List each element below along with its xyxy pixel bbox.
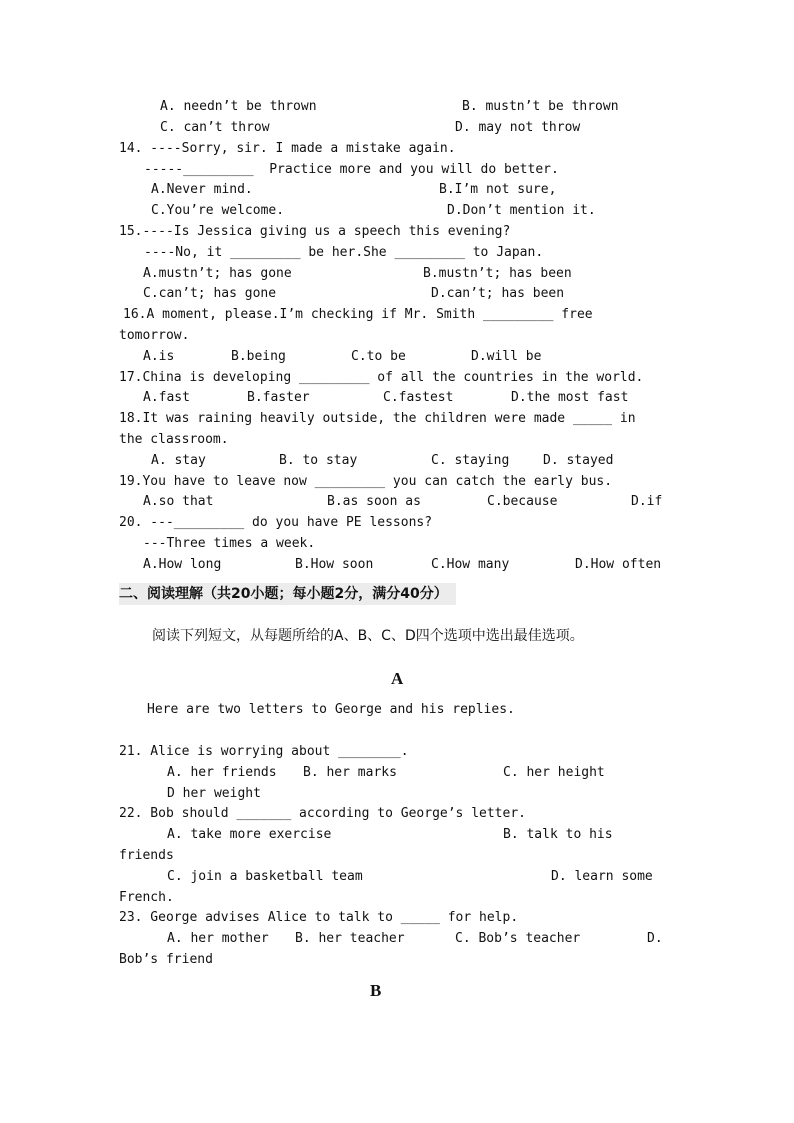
q21-option-d: D her weight [167, 786, 261, 801]
q21-option-b: B. her marks [303, 765, 397, 780]
q16-option-a: A.is [143, 349, 175, 364]
q22-option-b: B. talk to his [503, 827, 613, 842]
q19-stem: 19.You have to leave now _________ you can catch the early bus. [119, 474, 613, 489]
q19-option-b: B.as soon as [327, 494, 421, 509]
q13-option-a: A. needn’t be thrown [160, 99, 317, 114]
q18-stem: 18.It was raining heavily outside, the children were made _____ in [119, 411, 636, 426]
q18-option-d: D. stayed [543, 453, 614, 468]
q18-stem-continued: the classroom. [119, 432, 229, 447]
q20-stem: 20. ---_________ do you have PE lessons? [119, 515, 433, 530]
q23-option-d-continued: Bob’s friend [119, 952, 213, 967]
q22-option-d: D. learn some [551, 869, 653, 884]
q15-reply: ----No, it _________ be her.She _________ to Japan. [144, 245, 544, 260]
passage-a-intro: Here are two letters to George and his replies. [147, 702, 515, 717]
q20-option-a: A.How long [143, 557, 222, 572]
q14-reply: -----_________ Practice more and you will do better. [144, 162, 559, 177]
q13-option-c: C. can’t throw [160, 120, 270, 135]
q16-stem: 16.A moment, please.I’m checking if Mr. Smith _________ free [123, 307, 593, 322]
q16-stem-continued: tomorrow. [119, 328, 190, 343]
q17-option-b: B.faster [247, 390, 310, 405]
q23-option-a: A. her mother [167, 931, 269, 946]
q20-option-c: C.How many [431, 557, 510, 572]
q22-option-d-continued: French. [119, 890, 174, 905]
q19-option-c: C.because [487, 494, 558, 509]
q14-option-d: D.Don’t mention it. [447, 203, 596, 218]
q23-option-d: D. [647, 931, 663, 946]
q17-option-c: C.fastest [383, 390, 454, 405]
q19-option-d: D.if [631, 494, 663, 509]
q14-stem: 14. ----Sorry, sir. I made a mistake again. [119, 141, 456, 156]
q22-stem: 22. Bob should _______ according to George’s letter. [119, 806, 526, 821]
q23-option-b: B. her teacher [295, 931, 405, 946]
q21-option-c: C. her height [503, 765, 605, 780]
q17-stem: 17.China is developing _________ of all the countries in the world. [119, 370, 644, 385]
q17-option-a: A.fast [143, 390, 190, 405]
q16-option-c: C.to be [351, 349, 406, 364]
q20-reply: ---Three times a week. [143, 536, 316, 551]
q15-option-d: D.can’t; has been [431, 286, 565, 301]
q22-option-c: C. join a basketball team [167, 869, 363, 884]
passage-b-heading: B [370, 981, 382, 1000]
q18-option-c: C. staying [431, 453, 510, 468]
q15-option-b: B.mustn’t; has been [423, 266, 572, 281]
section-instruction: 阅读下列短文，从每题所给的A、B、C、D四个选项中选出最佳选项。 [152, 628, 584, 644]
q18-option-b: B. to stay [279, 453, 358, 468]
q21-stem: 21. Alice is worrying about ________. [119, 744, 409, 759]
q21-option-a: A. her friends [167, 765, 277, 780]
q15-stem: 15.----Is Jessica giving us a speech this evening? [119, 224, 511, 239]
q20-option-d: D.How often [575, 557, 662, 572]
q20-option-b: B.How soon [295, 557, 374, 572]
passage-a-heading: A [391, 669, 404, 688]
q13-option-d: D. may not throw [455, 120, 581, 135]
q16-option-b: B.being [231, 349, 286, 364]
section-heading: 二、阅读理解（共20小题；每小题2分，满分40分） [119, 583, 456, 605]
q16-option-d: D.will be [471, 349, 542, 364]
q15-option-a: A.mustn’t; has gone [143, 266, 292, 281]
q14-option-c: C.You’re welcome. [151, 203, 285, 218]
q23-stem: 23. George advises Alice to talk to _____ for help. [119, 910, 519, 925]
q18-option-a: A. stay [151, 453, 206, 468]
q22-option-a: A. take more exercise [167, 827, 332, 842]
q14-option-a: A.Never mind. [151, 182, 253, 197]
q14-option-b: B.I’m not sure, [439, 182, 557, 197]
q19-option-a: A.so that [143, 494, 214, 509]
q17-option-d: D.the most fast [511, 390, 629, 405]
q22-option-b-continued: friends [119, 848, 174, 863]
q23-option-c: C. Bob’s teacher [455, 931, 581, 946]
q15-option-c: C.can’t; has gone [143, 286, 277, 301]
q13-option-b: B. mustn’t be thrown [462, 99, 619, 114]
